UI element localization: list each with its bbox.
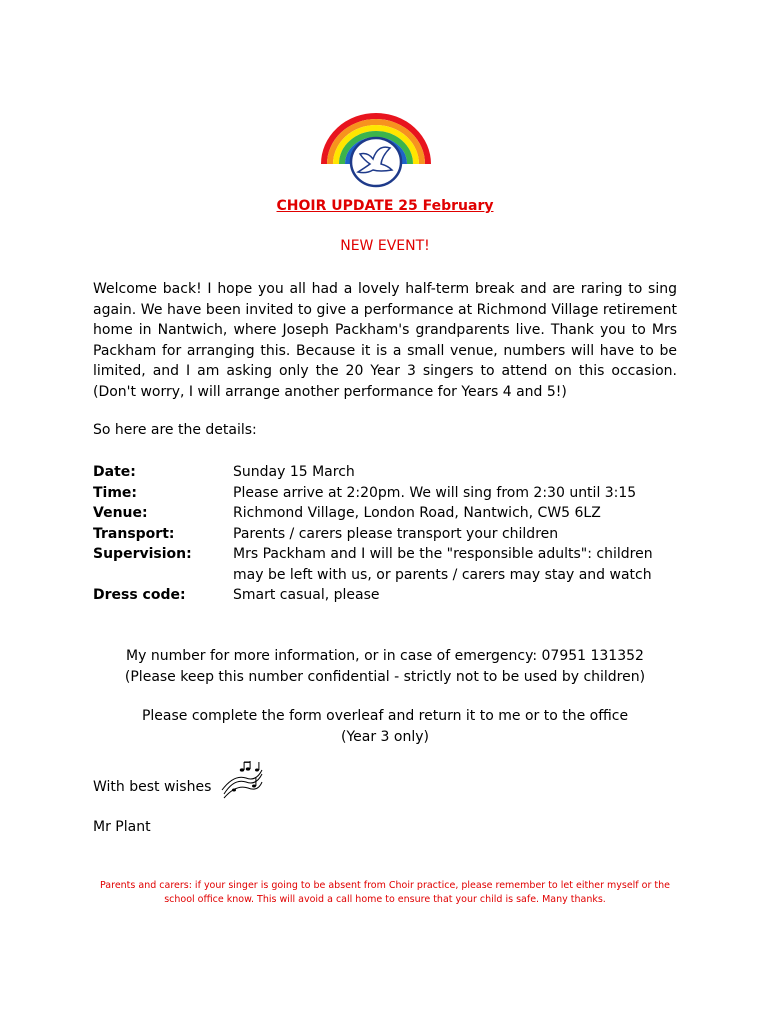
closing-wishes: With best wishes: [93, 779, 212, 795]
signature: Mr Plant: [93, 819, 151, 835]
footer-line: Parents and carers: if your singer is going to be absent from Choir practice, please remember to let either myself or the: [100, 880, 670, 891]
detail-label: Dress code:: [93, 587, 186, 603]
detail-value: Sunday 15 March: [233, 464, 355, 480]
rainbow-dove-logo-icon: [318, 112, 434, 190]
detail-row-dress-code: [93, 585, 683, 606]
detail-value: Please arrive at 2:20pm. We will sing from 2:30 until 3:15: [233, 484, 637, 501]
details-lead: So here are the details:: [93, 422, 257, 438]
detail-row-date: [93, 462, 683, 483]
detail-row-transport: [93, 524, 683, 545]
contact-info: [0, 646, 770, 687]
footer-line: school office know. This will avoid a call home to ensure that your child is safe. Many thanks.: [164, 894, 606, 905]
detail-label: Transport:: [93, 525, 175, 542]
page-title: CHOIR UPDATE 25 February: [276, 198, 494, 214]
detail-label: Supervision:: [93, 546, 192, 562]
detail-label: Venue:: [93, 505, 148, 521]
detail-row-venue: [93, 503, 683, 524]
form-note: [0, 706, 770, 747]
form-note-year: (Year 3 only): [341, 728, 429, 745]
detail-value: Richmond Village, London Road, Nantwich, CW5 6LZ: [233, 505, 601, 521]
detail-row-supervision: [93, 544, 683, 585]
contact-line: My number for more information, or in case of emergency: 07951 131352: [126, 648, 644, 664]
detail-row-time: [93, 483, 683, 504]
music-notes-icon: [220, 760, 264, 800]
contact-confidential-note: (Please keep this number confidential - strictly not to be used by children): [124, 668, 646, 685]
footer-note: [80, 879, 690, 907]
intro-paragraph: Welcome back! I hope you all had a lovely half-term break and are raring to sing again. We have been invited to give a performance at Richmond Village retirement home in Nantwich, where Joseph Packham's grandparents live. Thank you to Mrs Packham for arranging this. Because it is a small venue, numbers will have to be limited, and I am asking only the 20 Year 3 singers to attend on this occasion. (Don't worry, I will arrange another performance for Years 4 and 5!): [93, 281, 677, 400]
detail-label: Date:: [93, 464, 136, 480]
detail-value: Smart casual, please: [233, 587, 380, 603]
form-note-line: Please complete the form overleaf and return it to me or to the office: [141, 708, 629, 724]
page-subtitle: NEW EVENT!: [340, 238, 430, 254]
detail-label: Time:: [93, 484, 138, 501]
detail-value: Parents / carers please transport your children: [233, 525, 559, 542]
details-list: [93, 462, 683, 606]
detail-value: Mrs Packham and I will be the "responsible adults": children may be left with us, or parents / carers may stay and watch: [233, 546, 653, 583]
